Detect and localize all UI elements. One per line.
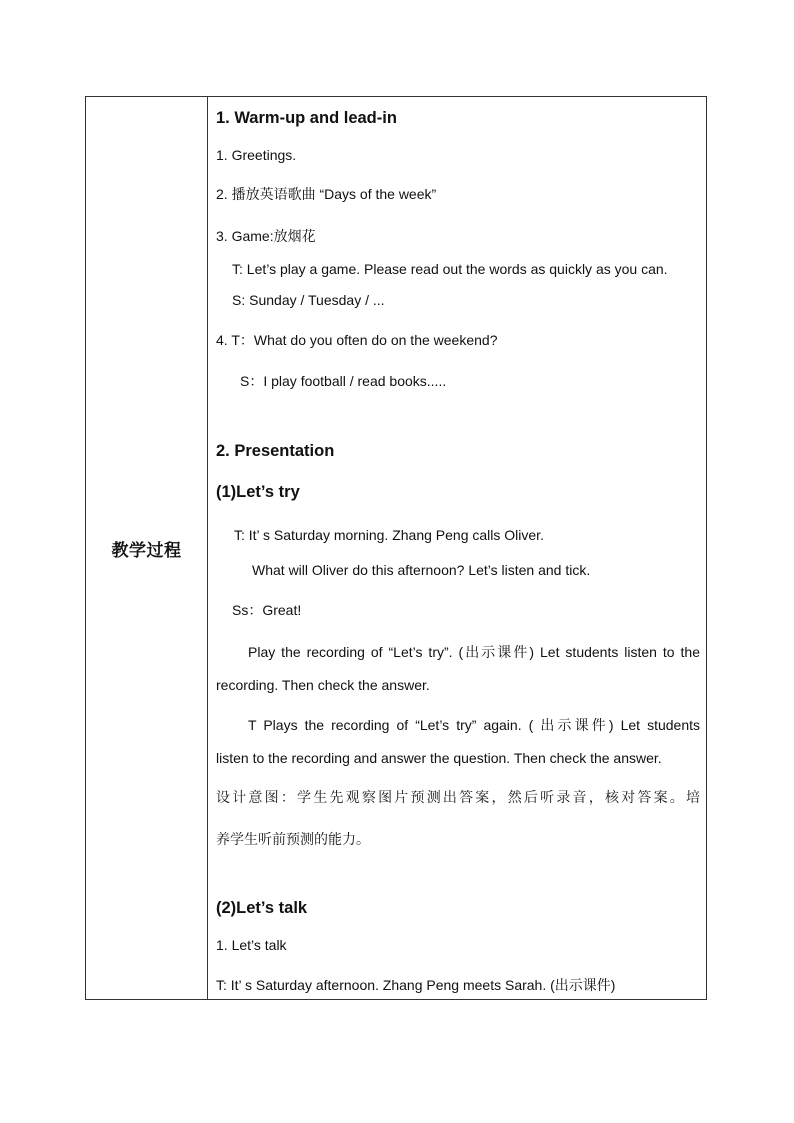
teacher-line: T: Let’s play a game. Please read out the words as quickly as you can. xyxy=(232,261,668,277)
paragraph-1-line-1: Play the recording of “Let’s try”. (出示课件) Let students listen to the xyxy=(248,644,700,660)
lets-talk-item: 1. Let’s talk xyxy=(216,937,287,953)
try-teacher-line-1: T: It’ s Saturday morning. Zhang Peng calls Oliver. xyxy=(234,527,544,543)
content-cell xyxy=(208,97,706,999)
warmup-item-4: 4. T：What do you often do on the weekend? xyxy=(216,332,498,348)
paragraph-1-line-2: recording. Then check the answer. xyxy=(216,677,430,693)
student-line-4: S：I play football / read books..... xyxy=(240,373,447,389)
lesson-table xyxy=(85,96,707,1000)
student-line: S: Sunday / Tuesday / ... xyxy=(232,292,385,308)
paragraph-2-line-2: listen to the recording and answer the question. Then check the answer. xyxy=(216,750,662,766)
design-intent-line-2: 养学生听前预测的能力。 xyxy=(216,831,370,847)
presentation-heading: 2. Presentation xyxy=(216,442,335,460)
design-intent-line-1: 设计意图：学生先观察图片预测出答案，然后听录音，核对答案。培 xyxy=(216,789,700,805)
talk-teacher-line: T: It’ s Saturday afternoon. Zhang Peng meets Sarah. (出示课件) xyxy=(216,977,616,993)
students-reply: Ss：Great! xyxy=(232,602,302,618)
lets-try-heading: (1)Let’s try xyxy=(216,483,300,501)
warmup-item-2: 2. 播放英语歌曲 “Days of the week” xyxy=(216,186,437,202)
warmup-item-3: 3. Game:放烟花 xyxy=(216,228,316,244)
paragraph-2-line-1: T Plays the recording of “Let’s try” again. ( 出示课件) Let students xyxy=(248,717,700,733)
section-label: 教学过程 xyxy=(111,540,182,560)
warmup-heading: 1. Warm-up and lead-in xyxy=(216,109,397,127)
warmup-item-1: 1. Greetings. xyxy=(216,147,297,163)
lets-talk-heading: (2)Let’s talk xyxy=(216,899,308,917)
try-teacher-line-2: What will Oliver do this afternoon? Let’s listen and tick. xyxy=(252,562,591,578)
